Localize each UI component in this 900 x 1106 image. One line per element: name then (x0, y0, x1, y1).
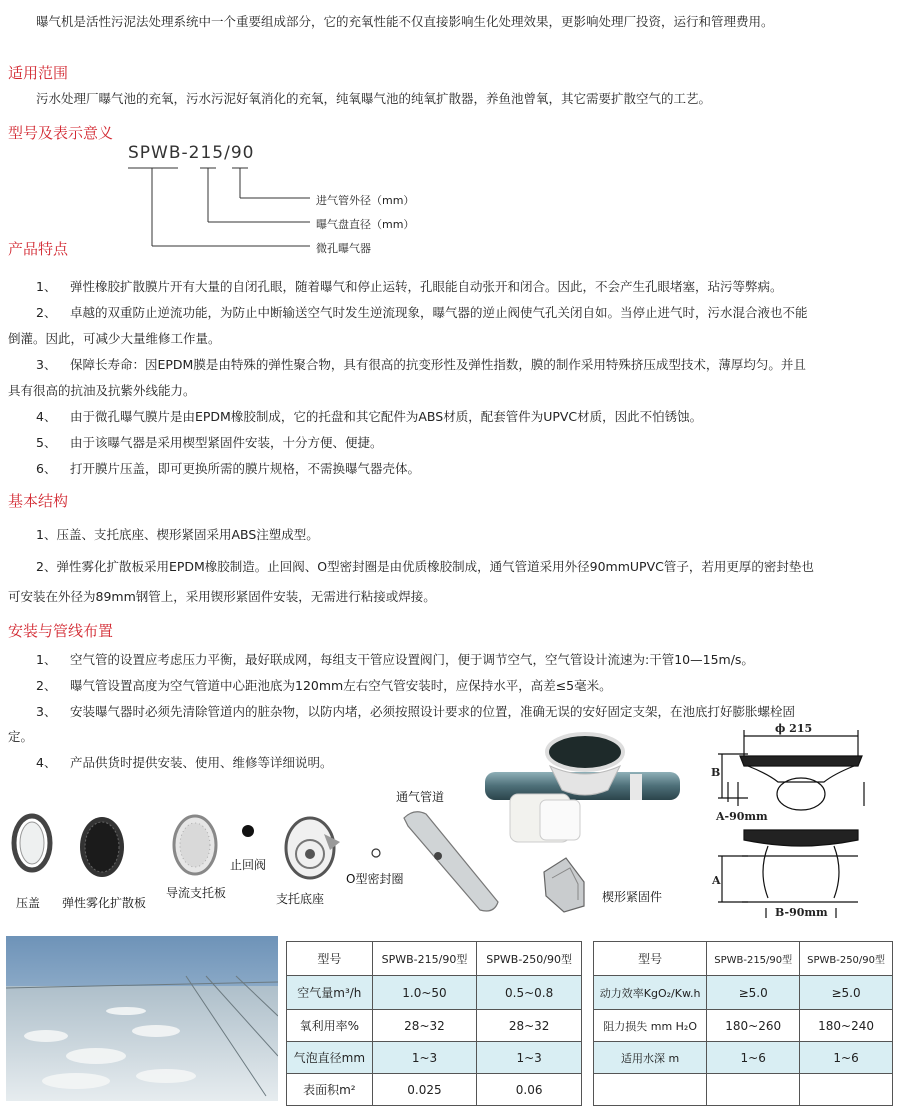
table1-cell: 空气量m³/h (287, 976, 373, 1010)
drawing-a2: A (712, 874, 721, 887)
support-base-icon (280, 810, 344, 886)
scope-text: 污水处理厂曝气池的充氧，污水污泥好氧消化的充氧，纯氧曝气池的纯氧扩散器，养鱼池曾氧，其它需要扩散空气的工艺。 (36, 91, 712, 106)
table1-cell: 氧利用率% (287, 1010, 373, 1042)
feature-num: 4、 (36, 409, 57, 424)
feature-num: 3、 (36, 357, 57, 372)
caption-cover: 压盖 (16, 896, 41, 910)
feature-text: 由于该曝气器是采用楔型紧固件安装，十分方便、便捷。 (70, 435, 383, 450)
features-heading: 产品特点 (8, 240, 69, 258)
table2-header: SPWB-250/90型 (800, 942, 893, 976)
model-label-disc: 曝气盘直径（mm） (316, 218, 415, 231)
feature-num: 2、 (36, 305, 57, 320)
feature-text: 打开膜片压盖，即可更换所需的膜片规格，不需换曝气器壳体。 (70, 461, 421, 476)
install-num: 2、 (36, 678, 57, 693)
feature-text: 由于微孔曝气膜片是由EPDM橡胶制成，它的托盘和其它配件为ABS材质，配套管件为UPVC材质，因此不怕锈蚀。 (70, 409, 703, 424)
table2-cell: 1~6 (800, 1042, 893, 1074)
install-text: 空气管的设置应考虑压力平衡，最好联成网，每组支干管应设置阀门，便于调节空气，空气管设计流速为:干管10—15m/s。 (70, 652, 754, 667)
caption-base: 支托底座 (276, 892, 325, 906)
table2-cell: 阻力损失 mm H₂O (594, 1010, 707, 1042)
guide-plate-icon (170, 813, 220, 877)
aeration-tank-photo (6, 936, 278, 1101)
install-num: 1、 (36, 652, 57, 667)
caption-diffuser: 弹性雾化扩散板 (62, 896, 147, 910)
install-text: 安装曝气器时必须先清除管道内的脏杂物，以防内堵，必须按照设计要求的位置，准确无误的安好固定支架，在池底打好膨胀螺栓固 (70, 704, 796, 719)
model-code-diagram (120, 164, 320, 254)
table1-cell: 1~3 (477, 1042, 582, 1074)
feature-text: 弹性橡胶扩散膜片开有大量的自闭孔眼，随着曝气和停止运转，孔眼能自动张开和闭合。因此，不会产生孔眼堵塞，玷污等弊病。 (70, 279, 783, 294)
intro-text: 曝气机是活性污泥法处理系统中一个重要组成部分，它的充氧性能不仅直接影响生化处理效果，更影响处理厂投资，运行和管理费用。 (36, 14, 774, 29)
table1-cell: 28~32 (372, 1010, 477, 1042)
table2-cell: 180~240 (800, 1010, 893, 1042)
air-pipe-icon (398, 806, 504, 918)
assembled-diffuser-image (480, 730, 690, 870)
table2-empty-cell (707, 1074, 800, 1106)
model-code: SPWB-215/90 (128, 143, 255, 163)
table1-cell: 1~3 (372, 1042, 477, 1074)
model-heading: 型号及表示意义 (8, 124, 114, 142)
drawing-b2: B-90mm (775, 906, 828, 919)
table2-cell: 动力效率KgO₂/Kw.h (594, 976, 707, 1010)
table2-header: 型号 (594, 942, 707, 976)
diffuser-membrane-icon (78, 815, 126, 879)
table2-cell: ≥5.0 (707, 976, 800, 1010)
structure-heading: 基本结构 (8, 492, 69, 510)
install-text: 产品供货时提供安装、使用、维修等详细说明。 (70, 755, 333, 770)
table1-header: SPWB-250/90型 (477, 942, 582, 976)
install-text-cont: 定。 (8, 729, 34, 744)
scope-heading: 适用范围 (8, 64, 69, 82)
drawing-b1: B (711, 766, 721, 779)
wedge-clamp-icon (540, 852, 590, 916)
feature-text: 保障长寿命：因EPDM膜是由特殊的弹性聚合物，具有很高的抗变形性及弹性指数，膜的制作采用特殊挤压成型技术，薄厚均匀。并且 (70, 357, 806, 372)
table2-header: SPWB-215/90型 (707, 942, 800, 976)
drawing-a1: A-90mm (716, 810, 768, 823)
table2-cell: 适用水深 m (594, 1042, 707, 1074)
caption-o-ring: O型密封圈 (346, 872, 404, 886)
caption-wedge: 楔形紧固件 (602, 890, 663, 904)
spec-table-2 (593, 941, 893, 1106)
feature-text-cont: 具有很高的抗油及抗紫外线能力。 (8, 383, 196, 398)
feature-num: 5、 (36, 435, 57, 450)
model-label-inlet: 进气管外径（mm） (316, 194, 415, 207)
table1-cell: 0.025 (372, 1074, 477, 1106)
table1-cell: 1.0~50 (372, 976, 477, 1010)
structure-line: 1、压盖、支托底座、楔形紧固采用ABS注塑成型。 (36, 527, 319, 542)
cover-ring-icon (10, 812, 54, 874)
install-num: 3、 (36, 704, 57, 719)
table2-empty-cell (594, 1074, 707, 1106)
caption-guide-plate: 导流支托板 (166, 886, 227, 900)
table1-header: 型号 (287, 942, 373, 976)
feature-text: 卓越的双重防止逆流功能，为防止中断输送空气时发生逆流现象，曝气器的逆止阀使气孔关闭自如。当停止进气时，污水混合液也不能 (70, 305, 808, 320)
caption-check-valve: 止回阀 (230, 858, 267, 872)
structure-line: 2、弹性雾化扩散板采用EPDM橡胶制造。止回阀、O型密封圈是由优质橡胶制成，通气管道采用外径90mmUPVC管子，若用更厚的密封垫也 (36, 559, 814, 574)
table1-cell: 28~32 (477, 1010, 582, 1042)
o-ring-icon (370, 847, 382, 859)
drawing-phi: ϕ 215 (775, 722, 813, 735)
table2-cell: ≥5.0 (800, 976, 893, 1010)
structure-line: 可安装在外径为89mm钢管上，采用锲形紧固件安装，无需进行粘接或焊接。 (8, 589, 436, 604)
feature-num: 6、 (36, 461, 57, 476)
table1-header: SPWB-215/90型 (372, 942, 477, 976)
table1-cell: 气泡直径mm (287, 1042, 373, 1074)
install-heading: 安装与管线布置 (8, 622, 114, 640)
install-num: 4、 (36, 755, 57, 770)
caption-pipe: 通气管道 (396, 790, 445, 804)
install-text: 曝气管设置高度为空气管道中心距池底为120mm左右空气管安装时，应保持水平，高差≤5毫米。 (70, 678, 612, 693)
table1-cell: 0.06 (477, 1074, 582, 1106)
feature-num: 1、 (36, 279, 57, 294)
check-valve-icon (240, 823, 256, 839)
table2-cell: 180~260 (707, 1010, 800, 1042)
table2-cell: 1~6 (707, 1042, 800, 1074)
feature-text-cont: 倒灌。因此，可减少大量维修工作量。 (8, 331, 221, 346)
table2-empty-cell (800, 1074, 893, 1106)
spec-table-1 (286, 941, 582, 1106)
model-label-type: 微孔曝气器 (316, 242, 371, 255)
table1-cell: 表面积m² (287, 1074, 373, 1106)
table1-cell: 0.5~0.8 (477, 976, 582, 1010)
